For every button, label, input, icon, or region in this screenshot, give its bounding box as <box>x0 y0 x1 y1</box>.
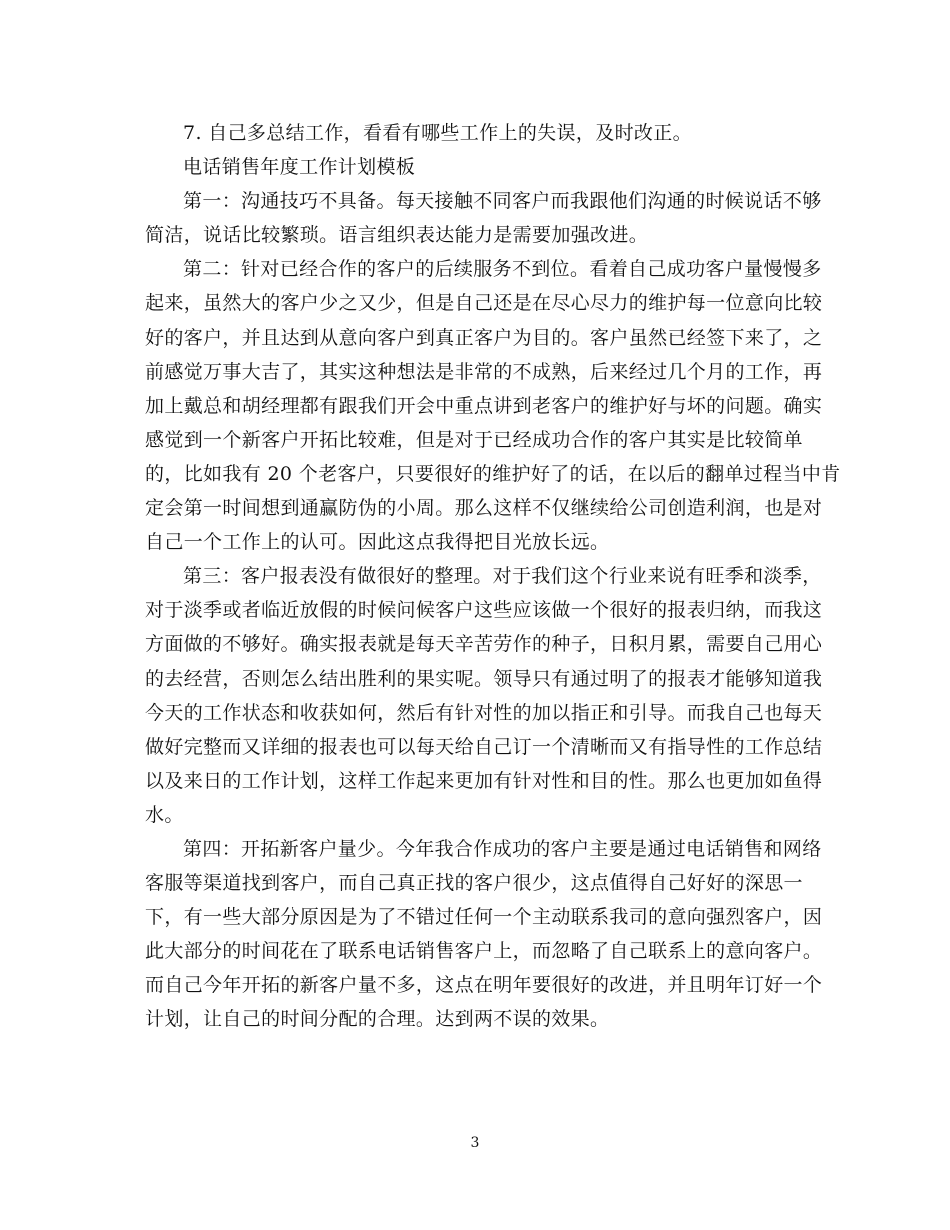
text-line: 的去经营，否则怎么结出胜利的果实呢。领导只有通过明了的报表才能够知道我 <box>145 667 823 690</box>
text-line: 做好完整而又详细的报表也可以每天给自己订一个清晰而又有指导性的工作总结 <box>145 735 823 758</box>
text-line: 计划，让自己的时间分配的合理。达到两不误的效果。 <box>145 1008 610 1031</box>
text-line: 今天的工作状态和收获如何，然后有针对性的加以指正和引导。而我自己也每天 <box>145 701 823 724</box>
document-body <box>145 116 841 1037</box>
text-line: 第二：针对已经合作的客户的后续服务不到位。看着自己成功客户量慢慢多 <box>183 258 822 281</box>
text-line: 前感觉万事大吉了，其实这种想法是非常的不成熟，后来经过几个月的工作，再 <box>145 360 823 383</box>
page-number: 3 <box>470 1135 480 1151</box>
text-line: 的，比如我有 20 个老客户，只要很好的维护好了的话，在以后的翻单过程当中肯 <box>145 462 841 485</box>
text-line: 7. 自己多总结工作，看看有哪些工作上的失误，及时改正。 <box>183 122 692 144</box>
text-line: 以及来日的工作计划，这样工作起来更加有针对性和目的性。那么也更加如鱼得 <box>145 769 823 792</box>
text-line: 方面做的不够好。确实报表就是每天辛苦劳作的种子，日积月累，需要自己用心 <box>145 633 823 656</box>
text-line: 起来，虽然大的客户少之又少，但是自己还是在尽心尽力的维护每一位意向比较 <box>145 292 823 315</box>
text-line: 简洁，说话比较繁琐。语言组织表达能力是需要加强改进。 <box>145 224 649 247</box>
text-line: 好的客户，并且达到从意向客户到真正客户为目的。客户虽然已经签下来了，之 <box>145 326 823 349</box>
text-line: 而自己今年开拓的新客户量不多，这点在明年要很好的改进，并且明年订好一个 <box>145 974 823 997</box>
section-heading: 电话销售年度工作计划模板 <box>183 156 416 179</box>
text-line: 下，有一些大部分原因是为了不错过任何一个主动联系我司的意向强烈客户，因 <box>145 906 823 929</box>
text-line: 自己一个工作上的认可。因此这点我得把目光放长远。 <box>145 531 610 554</box>
text-line: 第三：客户报表没有做很好的整理。对于我们这个行业来说有旺季和淡季， <box>183 565 822 588</box>
text-line: 第一：沟通技巧不具备。每天接触不同客户而我跟他们沟通的时候说话不够 <box>183 190 822 213</box>
text-line: 此大部分的时间花在了联系电话销售客户上，而忽略了自己联系上的意向客户。 <box>145 940 823 963</box>
text-line: 客服等渠道找到客户，而自己真正找的客户很少，这点值得自己好好的深思一 <box>145 872 803 895</box>
text-line: 感觉到一个新客户开拓比较难，但是对于已经成功合作的客户其实是比较简单 <box>145 428 803 451</box>
text-line: 定会第一时间想到通赢防伪的小周。那么这样不仅继续给公司创造利润，也是对 <box>145 497 823 520</box>
text-line: 水。 <box>145 803 184 826</box>
text-line: 第四：开拓新客户量少。今年我合作成功的客户主要是通过电话销售和网络 <box>183 837 822 860</box>
text-line: 对于淡季或者临近放假的时候问候客户这些应该做一个很好的报表归纳，而我这 <box>145 599 823 622</box>
text-line: 加上戴总和胡经理都有跟我们开会中重点讲到老客户的维护好与坏的问题。确实 <box>145 394 823 417</box>
